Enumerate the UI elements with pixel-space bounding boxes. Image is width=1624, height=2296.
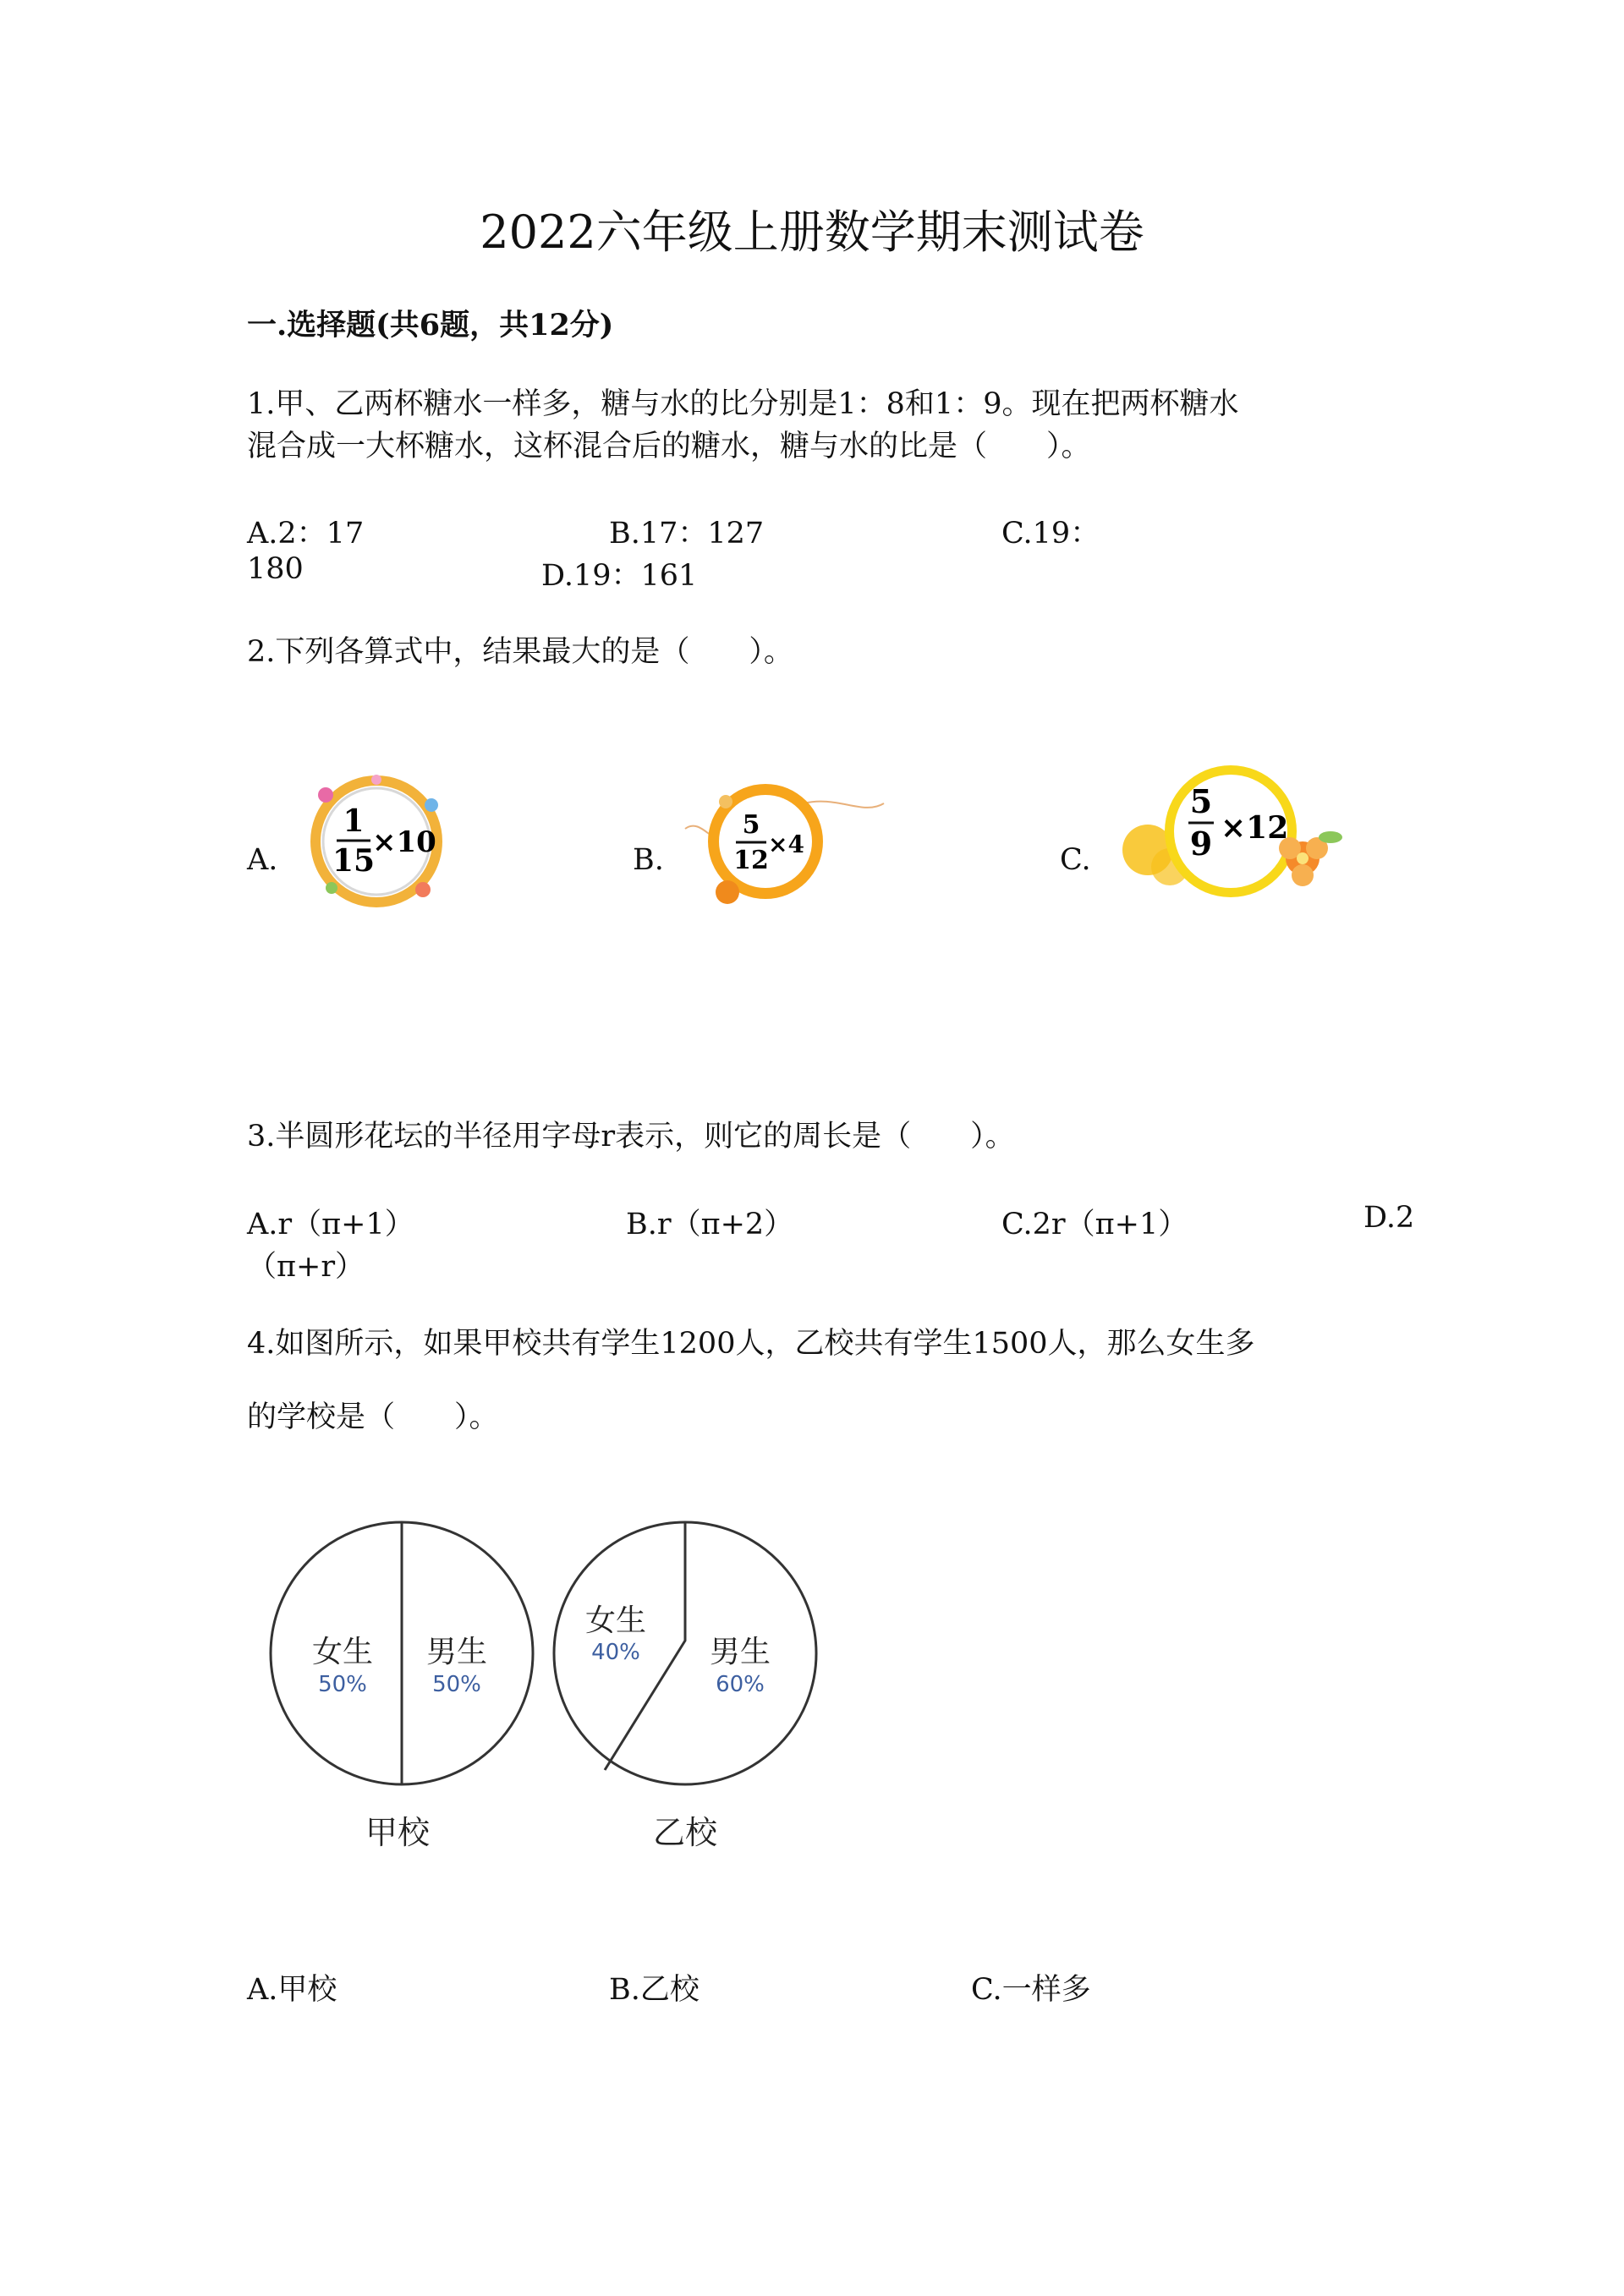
q3-option-c[interactable]: C.2r（π+1） <box>1001 1208 1188 1241</box>
pie-chart-jia <box>271 1522 533 1851</box>
fraction-numerator: 1 <box>343 803 365 839</box>
section-heading: 一.选择题(共6题，共12分) <box>247 308 614 342</box>
pie-title: 乙校 <box>652 1814 718 1851</box>
q2-option-c-label[interactable]: C. <box>1060 843 1091 877</box>
fraction-numerator: 5 <box>742 810 760 840</box>
question-4-line-2: 的学校是（ ）。 <box>247 1400 499 1434</box>
q1-option-a[interactable]: A.2：17 <box>247 517 365 551</box>
page-title: 2022六年级上册数学期末测试卷 <box>480 205 1144 259</box>
fraction-denominator: 15 <box>332 843 376 879</box>
question-3-text: 3.半圆形花坛的半径用字母r表示，则它的周长是（ ）。 <box>247 1120 1015 1153</box>
fraction-numerator: 5 <box>1189 782 1213 820</box>
q2-option-c-badge[interactable] <box>1121 757 1349 909</box>
question-1-line-1: 1.甲、乙两杯糖水一样多，糖与水的比分别是1：8和1：9。现在把两杯糖水 <box>247 387 1239 421</box>
q1-option-b[interactable]: B.17：127 <box>609 517 765 551</box>
pie-title: 甲校 <box>365 1814 431 1851</box>
pie-slice-percent: 40% <box>591 1640 640 1665</box>
question-1-line-2: 混合成一大杯糖水，这杯混合后的糖水，糖与水的比是（ ）。 <box>247 430 1091 463</box>
swirl-icon <box>804 802 884 808</box>
multiplier: ×12 <box>1221 810 1289 846</box>
question-4-line-1: 4.如图所示，如果甲校共有学生1200人，乙校共有学生1500人，那么女生多 <box>247 1327 1255 1361</box>
fraction-denominator: 12 <box>733 846 769 875</box>
question-2-text: 2.下列各算式中，结果最大的是（ ）。 <box>247 635 793 669</box>
q1-option-c[interactable]: C.19： <box>1001 517 1100 551</box>
fraction-denominator: 9 <box>1189 825 1213 863</box>
pie-slice-percent: 50% <box>432 1672 481 1697</box>
q2-option-a-badge[interactable] <box>296 761 457 922</box>
q2-option-a-label[interactable]: A. <box>247 843 278 877</box>
pie-slice-label: 女生 <box>584 1603 647 1638</box>
pie-slice-percent: 60% <box>716 1672 765 1697</box>
q4-option-c[interactable]: C.一样多 <box>971 1973 1091 2007</box>
q2-option-b-badge[interactable] <box>677 770 888 913</box>
pie-slice-percent: 50% <box>318 1672 367 1697</box>
q3-option-a[interactable]: A.r（π+1） <box>247 1208 414 1241</box>
flower-icon <box>716 880 739 904</box>
flower-icon <box>371 775 381 785</box>
q1-option-c-continued: 180 <box>247 552 304 586</box>
q4-option-a[interactable]: A.甲校 <box>247 1973 337 2007</box>
q4-option-b[interactable]: B.乙校 <box>609 1973 700 2007</box>
flower-icon <box>719 795 732 808</box>
q3-option-d[interactable]: D.2 <box>1363 1201 1415 1235</box>
q2-option-b-label[interactable]: B. <box>633 843 664 877</box>
multiplier: ×10 <box>372 825 436 859</box>
flower-icon <box>318 787 333 803</box>
flower-icon <box>425 798 438 812</box>
pie-slice-label: 男生 <box>709 1635 771 1669</box>
flower-icon <box>326 882 337 894</box>
q3-option-b[interactable]: B.r（π+2） <box>626 1208 794 1241</box>
q1-option-d[interactable]: D.19：161 <box>541 559 698 593</box>
q3-option-d-continued: （π+r） <box>247 1250 365 1284</box>
pie-slice-label: 男生 <box>425 1635 488 1669</box>
pie-slice-label: 女生 <box>311 1635 374 1669</box>
pie-chart-yi <box>554 1522 816 1851</box>
pie-charts <box>254 1514 846 1869</box>
multiplier: ×4 <box>768 830 804 858</box>
flower-icon <box>415 882 431 897</box>
